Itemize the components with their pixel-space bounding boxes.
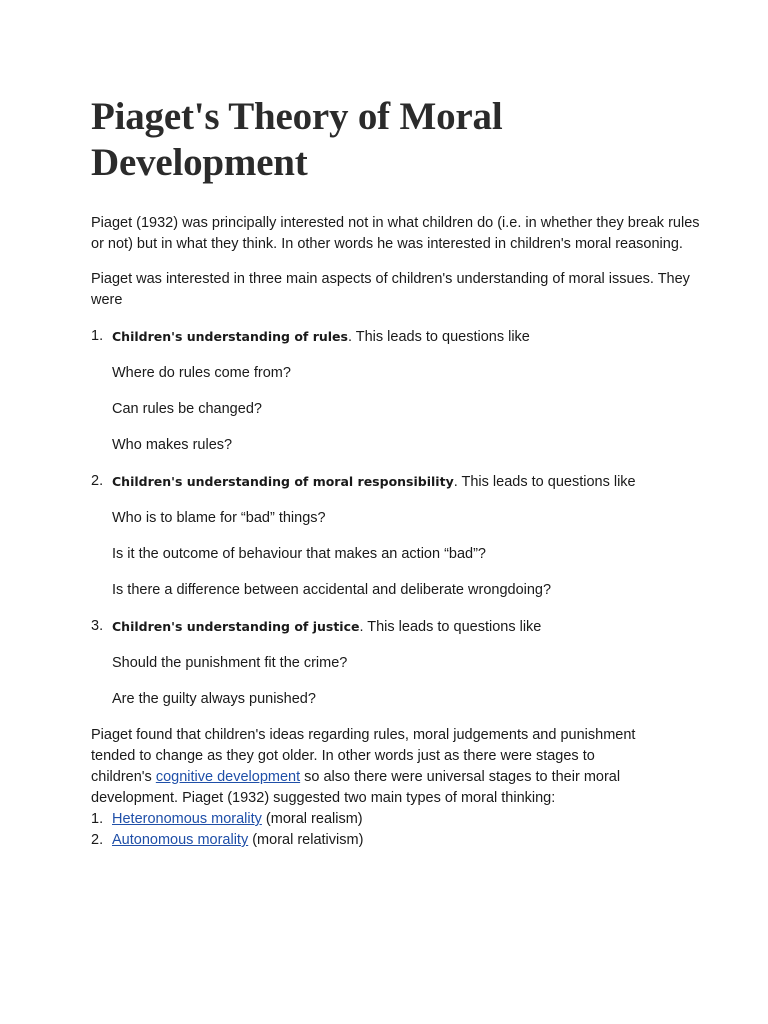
question-item: Should the punishment fit the crime? <box>112 655 348 671</box>
aspect-item-justice <box>91 616 708 710</box>
aspects-intro-paragraph: Piaget was interested in three main aspects of children's understanding of moral issues. They were <box>91 271 690 308</box>
question-item: Where do rules come from? <box>112 365 291 381</box>
conclusion-text-part1: Piaget found that children's ideas regarding rules, moral judgements and punishment tended to change as they got older. In other words just as there were stages to children's <box>91 727 636 785</box>
aspect-heading-suffix: . This leads to questions like <box>347 329 530 345</box>
list-number: 2. <box>91 832 104 848</box>
question-item: Is there a difference between accidental and deliberate wrongdoing? <box>112 582 552 598</box>
list-number: 1. <box>91 328 104 344</box>
aspect-heading-bold: Children's understanding of rules <box>112 329 348 344</box>
list-number: 2. <box>91 473 104 489</box>
question-item: Are the guilty always punished? <box>112 691 316 707</box>
list-number: 3. <box>91 618 104 634</box>
cognitive-development-link[interactable]: cognitive development <box>155 769 301 785</box>
aspect-heading-bold: Children's understanding of moral responsibility <box>112 474 454 489</box>
heteronomous-morality-link[interactable]: Heteronomous morality <box>112 811 262 827</box>
conclusion-paragraph <box>91 725 651 809</box>
aspect-heading <box>112 616 708 638</box>
list-number: 1. <box>91 811 104 827</box>
aspect-heading-bold: Children's understanding of justice <box>112 619 360 634</box>
autonomous-morality-link[interactable]: Autonomous morality <box>112 832 249 848</box>
aspect-item-rules <box>91 326 708 456</box>
question-item: Who is to blame for “bad” things? <box>112 510 326 526</box>
aspect-heading-suffix: . This leads to questions like <box>359 619 542 635</box>
morality-type-item <box>91 830 708 851</box>
aspect-heading <box>112 326 708 348</box>
page-title: Piaget's Theory of Moral Development <box>91 95 503 184</box>
aspect-item-responsibility <box>91 471 708 601</box>
conclusion-text-part2: so also there were universal stages to their moral development. Piaget (1932) suggested two main types of moral thinking: <box>91 769 621 806</box>
morality-types-list <box>91 809 708 851</box>
aspect-heading-suffix: . This leads to questions like <box>453 474 636 490</box>
question-item: Can rules be changed? <box>112 401 262 417</box>
question-item: Who makes rules? <box>112 437 233 453</box>
aspects-list <box>91 326 708 710</box>
aspect-heading <box>112 471 708 493</box>
intro-paragraph: Piaget (1932) was principally interested not in what children do (i.e. in whether they break rules or not) but in what they think. In other words he was interested in children's moral reasoning. <box>91 215 700 252</box>
morality-type-suffix: (moral relativism) <box>248 832 364 848</box>
morality-type-item <box>91 809 708 830</box>
question-item: Is it the outcome of behaviour that makes an action “bad”? <box>112 546 486 562</box>
morality-type-suffix: (moral realism) <box>261 811 363 827</box>
